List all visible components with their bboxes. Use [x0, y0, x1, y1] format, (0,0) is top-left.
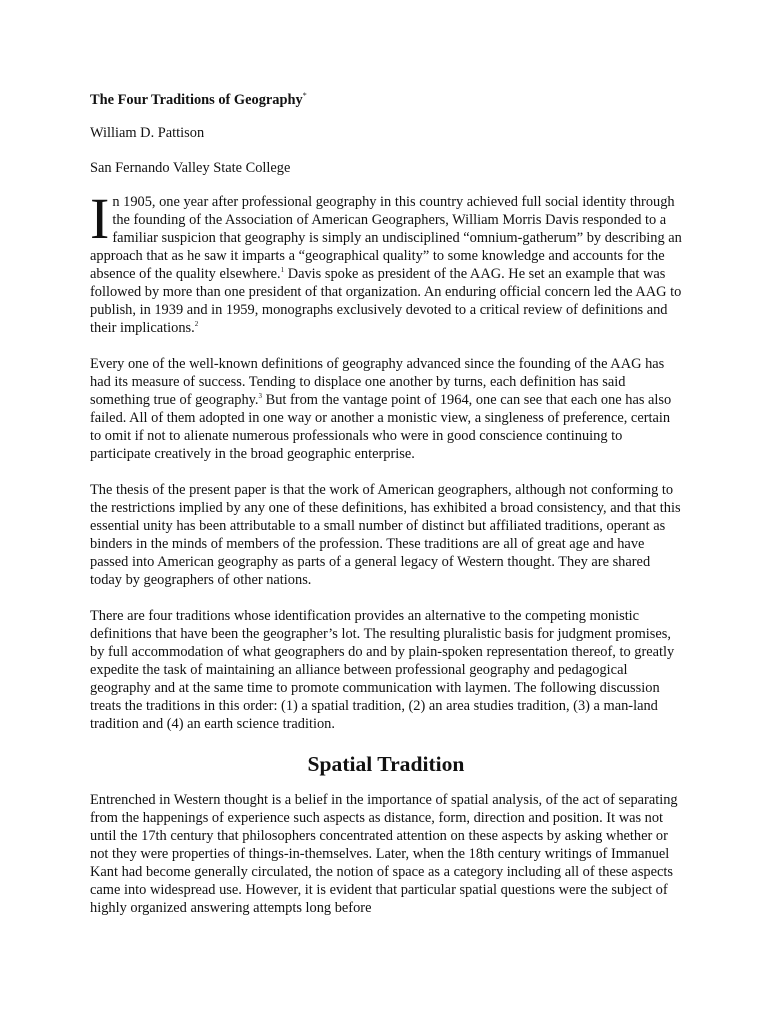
author-affiliation: San Fernando Valley State College	[90, 160, 291, 176]
section-heading-spatial-tradition: Spatial Tradition	[307, 752, 465, 776]
footnote-ref-2[interactable]: 2	[194, 320, 199, 329]
paragraph-4: There are four traditions whose identification provides an alternative to the competing monistic definitions that have been the geographer’s lot. The resulting pluralistic basis for judgment promises, by full accommodation of what geographers do and by plain-spoken representation thereof, to greatly expedite the task of maintaining an alliance between professional geography and pedagogical geography and at the same time to promote communication with laymen. The following discussion treats the traditions in this order: (1) a spatial tradition, (2) an area studies tradition, (3) a man-land tradition and (4) an earth science tradition.	[90, 608, 675, 732]
document-page	[90, 90, 682, 917]
paragraph-5: Entrenched in Western thought is a belief in the importance of spatial analysis, of the act of separating from the happenings of experience such aspects as distance, form, direction and position. It was not until the 17th century that philosophers concentrated attention on these aspects by asking whether or not they were properties of things-in-themselves. Later, when the 18th century writings of Immanuel Kant had become generally circulated, the notion of space as a category including all of these aspects came into widespread use. However, it is evident that particular spatial questions were the subject of highly organized answering attempts long before	[90, 792, 678, 916]
paragraph-1	[90, 186, 682, 337]
paragraph-2	[90, 355, 682, 463]
document-title	[90, 90, 682, 110]
paragraph-2-text-b: But from the vantage point of 1964, one can see that each one has also failed. All of them adopted in one way or another a monistic view, a singleness of preference, certain to omit if not to alienate numerous professionals who were in good conscience continuing to participate creatively in the broad geographic enterprise.	[90, 392, 672, 462]
paragraph-3: The thesis of the present paper is that the work of American geographers, although not conforming to the restrictions implied by any one of these definitions, has exhibited a broad consistency, and that this essential unity has been attributable to a small number of distinct but affiliated traditions, operant as binders in the minds of members of the profession. These traditions are all of great age and have passed into American geography as parts of a general legacy of Western thought. They are shared today by geographers of other nations.	[90, 482, 681, 588]
paragraph-1-text-b: Davis spoke as president of the AAG. He set an example that was followed by more than one president of that organization. An enduring official concern led the AAG to publish, in 1939 and in 1959, monographs exclusively devoted to a critical review of definitions and their implications.	[90, 266, 682, 336]
footnote-ref-3[interactable]: 3	[258, 392, 263, 401]
drop-cap: I	[90, 186, 110, 251]
paragraph-2-text-a: Every one of the well-known definitions of geography advanced since the founding of the AAG has had its measure of success. Tending to displace one another by turns, each definition has said something true of geography.	[90, 356, 665, 408]
footnote-ref-1[interactable]: 1	[280, 266, 285, 275]
title-footnote-mark: *	[302, 91, 307, 101]
document-title-text: The Four Traditions of Geography	[90, 92, 303, 108]
author-name: William D. Pattison	[90, 125, 205, 141]
paragraph-1-text-a: n 1905, one year after professional geography in this country achieved full social identity through the founding of the Association of American Geographers, William Morris Davis responded to a familiar suspicion that geography is simply an undisciplined “omnium-gatherum” by describing an approach that as he saw it imparts a “geographical quality” to some knowledge and accounts for the absence of the quality elsewhere.	[90, 194, 682, 282]
